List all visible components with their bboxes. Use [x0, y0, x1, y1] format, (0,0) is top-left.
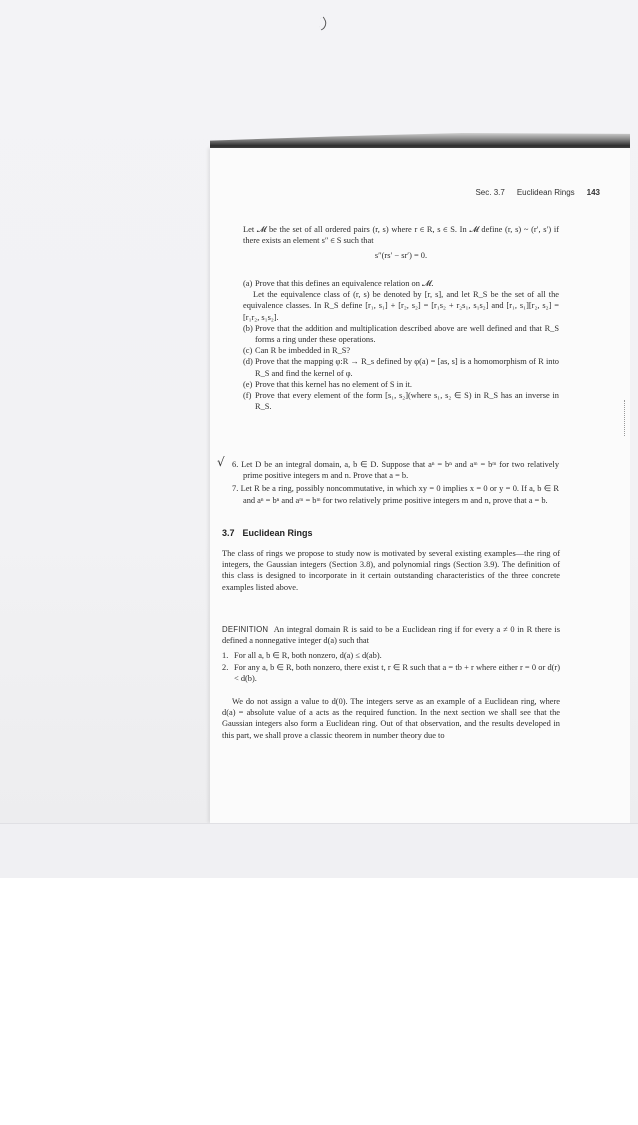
page-number: 143	[586, 188, 600, 197]
part-c-text: Can R be imbedded in R_S?	[255, 346, 351, 356]
page-edge-marks	[624, 400, 627, 436]
header-section: Sec. 3.7	[475, 188, 505, 197]
intro-paragraph: Let 𝓜 be the set of all ordered pairs (r, s) where r ∈ R, s ∈ S. In 𝓜 define (r, s) ~ (r′, s′) if there exists an element s″ ∈ S such that	[243, 225, 559, 246]
header-title: Euclidean Rings	[516, 188, 575, 197]
closing-paragraph: We do not assign a value to d(0). The integers serve as an example of a Euclidean ring, where d(a) = absolute value of a acts as the required function. In the next section we shall see that the Gaussian integers also form a Euclidean ring. Out of that observation, and the results developed in this part, we shall prove a classic theorem in number theory due to	[222, 697, 560, 740]
part-a	[243, 278, 559, 289]
part-c	[243, 345, 559, 356]
equation: s″(rs′ − sr′) = 0.	[374, 251, 428, 261]
definition-item-2-text: For any a, b ∈ R, both nonzero, there exist t, r ∈ R such that a = tb + r where either r = 0 or d(r) < d(b).	[234, 662, 560, 683]
part-a-text: Prove that this defines an equivalence relation on 𝓜.	[255, 279, 434, 288]
intro-block	[243, 224, 559, 266]
part-b-text: Prove that the addition and multiplication described above are well defined and that R_S forms a ring under these operations.	[255, 323, 559, 345]
running-header	[440, 188, 600, 197]
problem-7-number: 7.	[232, 484, 239, 494]
part-c-label: (c)	[243, 346, 253, 356]
stray-mark	[316, 16, 329, 30]
problem-6-text: Let D be an integral domain, a, b ∈ D. Suppose that aⁿ = bⁿ and aᵐ = bᵐ for two relatively prime positive integers m and n. Prove that a = b.	[241, 460, 560, 481]
section-intro-paragraph: The class of rings we propose to study now is motivated by several existing examples—the ring of integers, the Gaussian integers (Section 3.8), and polynomial rings (Section 3.9). The definition of this class is designed to incorporate in it certain outstanding characteristics of the three concrete examples listed above.	[222, 549, 560, 592]
section-title: Euclidean Rings	[242, 528, 313, 538]
part-d-label: (d)	[243, 357, 253, 367]
problem-6-number: 6.	[232, 460, 239, 469]
definition-item-1	[222, 650, 560, 661]
part-f	[243, 390, 559, 412]
part-b-label: (b)	[243, 323, 253, 333]
section-heading	[222, 528, 313, 538]
problem-6	[232, 459, 559, 481]
problem-7	[232, 483, 559, 505]
part-d	[243, 356, 559, 378]
definition-item-1-number: 1.	[222, 651, 229, 661]
part-e-text: Prove that this kernel has no element of S in it.	[255, 379, 413, 389]
handwritten-check-mark: √	[217, 455, 225, 469]
definition-item-2-number: 2.	[222, 662, 229, 672]
part-e	[243, 379, 559, 390]
definition-paragraph	[222, 624, 560, 646]
part-d-text: Prove that the mapping φ:R → R_s defined by φ(a) = [as, s] is a homomorphism of R into R_S and find the kernel of φ.	[255, 357, 559, 378]
definition-item-1-text: For all a, b ∈ R, both nonzero, d(a) ≤ d(ab).	[234, 651, 382, 661]
part-e-label: (e)	[243, 379, 253, 389]
part-a-continuation: Let the equivalence class of (r, s) be denoted by [r, s], and let R_S be the set of all the equivalence classes. In R_S define [r₁, s₁] + [r₂, s₂] = [r₁s₂ + r₂s₁, s₁s₂] and [r₁, s₁][r₂, s₂] = [r₁r₂, s₁s₂].	[243, 290, 559, 322]
problem-7-text: Let R be a ring, possibly noncommutative, in which xy = 0 implies x = 0 or y = 0. If a, b ∈ R and aⁿ = bⁿ and aᵐ = bᵐ for two relatively prime positive integers m and n, prove that a = b.	[240, 484, 559, 505]
section-number: 3.7	[222, 528, 235, 538]
part-a-label: (a)	[243, 279, 253, 288]
part-b	[243, 323, 559, 345]
definition-label: DEFINITION	[222, 625, 269, 634]
definition-text: An integral domain R is said to be a Euclidean ring if for every a ≠ 0 in R there is defined a nonnegative integer d(a) such that	[222, 625, 561, 646]
closing-block	[222, 696, 560, 741]
definition-block	[222, 624, 560, 684]
part-f-label: (f)	[243, 391, 252, 401]
definition-item-2	[222, 662, 560, 684]
scanner-bed	[0, 823, 638, 878]
part-f-text: Prove that every element of the form [s₁, s₂](where s₁, s₂ ∈ S) in R_S has an inverse in R_S.	[255, 391, 559, 412]
section-intro	[222, 548, 560, 593]
problem-list	[232, 459, 559, 506]
exercise-parts	[243, 278, 559, 412]
